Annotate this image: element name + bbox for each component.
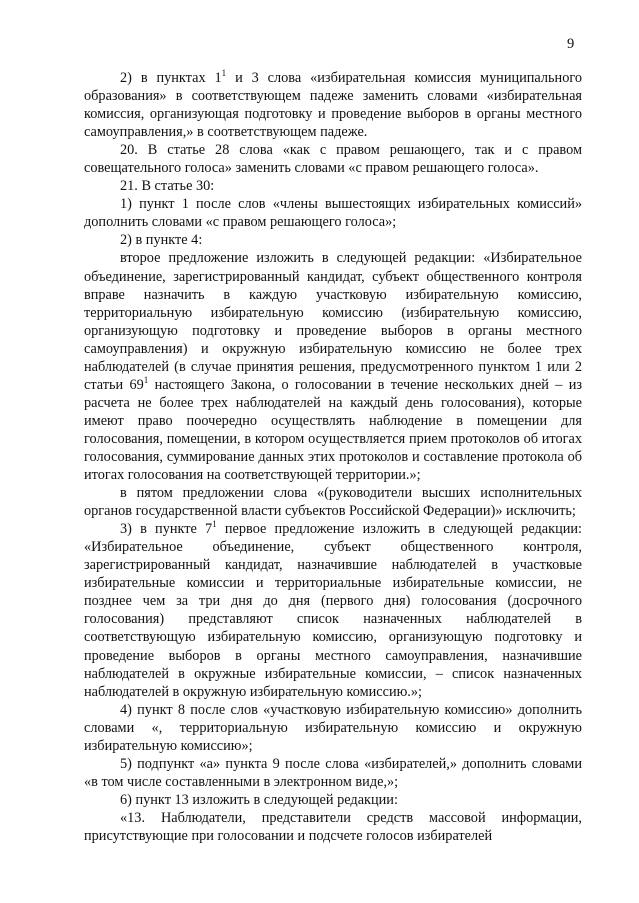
paragraph: 6) пункт 13 изложить в следующей редакции: bbox=[120, 791, 398, 808]
page-number: 9 bbox=[567, 36, 575, 52]
paragraph: 3) в пункте $7^1$ первое предложение изложить в следующей редакции: «Избирательное объединение, субъект общественного контроля, зарегистрированный кандидат, назначившие наблюдателей в участковые избирательные комиссии и территориальные избирательные комиссии, не позднее чем за три дня до дня (первого дня) голосования (досрочного голосования) представляют список назначенных наблюдателей в соответствующую избирательную комиссию, организующую подготовку и проведение выборов в органы местного самоуправления, назначившие наблюдателей в окружные избирательные комиссии, – список назначенных наблюдателей в окружную избирательную комиссию.»; bbox=[84, 519, 582, 700]
paragraph: 2) в пункте 4: bbox=[120, 232, 203, 249]
paragraph: 20. В статье 28 слова «как с правом решающего, так и с правом совещательного голоса» заменить словами «с правом решающего голоса». bbox=[84, 142, 582, 177]
paragraph: 21. В статье 30: bbox=[120, 178, 215, 195]
paragraph: 5) подпункт «а» пункта 9 после слова «избирателей,» дополнить словами «в том числе составленными в электронном виде,»; bbox=[84, 755, 582, 790]
paragraph: «13. Наблюдатели, представители средств массовой информации, присутствующие при голосовании и подсчете голосов избирателей bbox=[84, 809, 582, 844]
paragraph: 2) в пунктах $1^1$ и 3 слова «избирательная комиссия муниципального образования» в соответствующем падеже заменить словами «избирательная комиссия, организующая подготовку и проведение выборов в органы местного самоуправления,» в соответствующем падеже. bbox=[84, 68, 582, 141]
paragraph: 4) пункт 8 после слов «участковую избирательную комиссию» дополнить словами «, территориальную избирательную комиссию и окружную избирательную комиссию»; bbox=[84, 701, 582, 754]
paragraph: второе предложение изложить в следующей редакции: «Избирательное объединение, зарегистрированный кандидат, субъект общественного контроля вправе назначить в каждую участковую избирательную комиссию, территориальную избирательную комиссию (избирательную комиссию, организующую подготовку и проведение выборов в органы местного самоуправления) и окружную избирательную комиссию не более трех наблюдателей (в случае принятия решения, предусмотренного пунктом 1 или 2 статьи $69^1$ настоящего Закона, о голосовании в течение нескольких дней – из расчета не более трех наблюдателей на каждый день голосования), которые имеют право поочередно осуществлять наблюдение в помещении для голосования, помещении, в котором осуществляется прием протоколов об итогах голосования, суммирование данных этих протоколов и составление протокола об итогах голосования на соответствующей территории.»; bbox=[84, 250, 582, 484]
document-body bbox=[84, 69, 582, 845]
paragraph: 1) пункт 1 после слов «члены вышестоящих избирательных комиссий» дополнить словами «с правом решающего голоса»; bbox=[84, 196, 582, 231]
paragraph: в пятом предложении слова «(руководители высших исполнительных органов государственной власти субъектов Российской Федерации)» исключить; bbox=[84, 485, 582, 520]
